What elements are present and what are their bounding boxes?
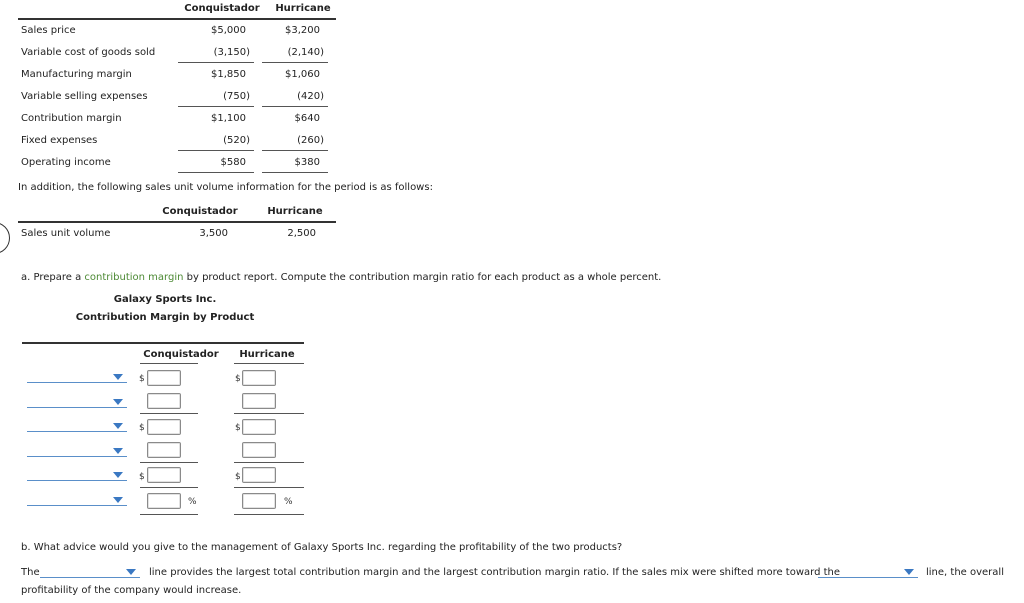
value-conquistador: (520) <box>223 135 250 146</box>
row-label-dropdown-4[interactable] <box>27 446 127 457</box>
value-conquistador: (750) <box>223 91 250 102</box>
bottom-rule <box>140 514 198 515</box>
subtotal-rule <box>234 413 304 414</box>
dollar-sign: $ <box>139 472 145 482</box>
value-conquistador: $580 <box>220 157 246 168</box>
chevron-down-icon <box>126 569 136 575</box>
chevron-down-icon <box>113 448 123 454</box>
dollar-sign: $ <box>235 374 241 384</box>
part-b-question: b. What advice would you give to the management of Galaxy Sports Inc. regarding the profitability of the two products? <box>21 542 623 553</box>
row-label: Sales unit volume <box>21 228 111 239</box>
value-conquistador: $1,100 <box>211 113 246 124</box>
value-conquistador: 3,500 <box>199 228 228 239</box>
row-label: Variable selling expenses <box>21 91 148 102</box>
subtotal-rule <box>262 106 328 107</box>
row-label: Operating income <box>21 157 111 168</box>
hurricane-input-3[interactable] <box>242 419 276 435</box>
hurricane-input-1[interactable] <box>242 370 276 386</box>
report-col-header-conquistador: Conquistador <box>143 349 219 360</box>
value-hurricane: $3,200 <box>285 25 320 36</box>
subtotal-rule <box>178 150 254 151</box>
conquistador-input-4[interactable] <box>147 442 181 458</box>
chevron-down-icon <box>113 497 123 503</box>
dollar-sign: $ <box>139 423 145 433</box>
subtotal-rule <box>140 413 198 414</box>
value-hurricane: $640 <box>294 113 320 124</box>
addition-text: In addition, the following sales unit volume information for the period is as follows: <box>18 182 433 193</box>
conquistador-input-1[interactable] <box>147 370 181 386</box>
product-line-dropdown-2[interactable] <box>818 567 918 578</box>
col-header-hurricane: Hurricane <box>275 3 331 14</box>
scroll-marker-circle <box>0 222 10 254</box>
row-label: Fixed expenses <box>21 135 98 146</box>
chevron-down-icon <box>904 569 914 575</box>
part-a-prefix: a. Prepare a <box>21 272 85 283</box>
total-rule <box>178 172 254 173</box>
row-label: Manufacturing margin <box>21 69 132 80</box>
row-label-dropdown-3[interactable] <box>27 421 127 432</box>
volume-header-rule <box>18 221 336 223</box>
part-a-suffix: by product report. Compute the contribution margin ratio for each product as a whole percent. <box>183 272 662 283</box>
product-line-dropdown-1[interactable] <box>40 567 140 578</box>
value-hurricane: (260) <box>297 135 324 146</box>
value-hurricane: $380 <box>294 157 320 168</box>
conquistador-input-3[interactable] <box>147 419 181 435</box>
hurricane-input-4[interactable] <box>242 442 276 458</box>
row-label-dropdown-6[interactable] <box>27 495 127 506</box>
value-conquistador: (3,150) <box>213 47 250 58</box>
row-label: Sales price <box>21 25 76 36</box>
part-b-the: The <box>21 567 40 578</box>
subtotal-rule <box>262 62 328 63</box>
contribution-margin-link[interactable]: contribution margin <box>84 272 184 283</box>
subtotal-rule <box>262 150 328 151</box>
part-b-line2: profitability of the company would increase. <box>21 585 242 596</box>
chevron-down-icon <box>113 472 123 478</box>
header-rule <box>18 18 336 20</box>
value-hurricane: (2,140) <box>287 47 324 58</box>
conquistador-input-5[interactable] <box>147 467 181 483</box>
row-label: Variable cost of goods sold <box>21 47 156 58</box>
value-hurricane: 2,500 <box>287 228 316 239</box>
row-label: Contribution margin <box>21 113 122 124</box>
total-rule <box>140 487 198 488</box>
total-rule <box>262 172 328 173</box>
row-label-dropdown-5[interactable] <box>27 470 127 481</box>
value-hurricane: (420) <box>297 91 324 102</box>
dollar-sign: $ <box>235 472 241 482</box>
conquistador-ratio-input[interactable] <box>147 493 181 509</box>
value-hurricane: $1,060 <box>285 69 320 80</box>
chevron-down-icon <box>113 399 123 405</box>
report-title: Contribution Margin by Product <box>75 312 255 323</box>
hurricane-input-5[interactable] <box>242 467 276 483</box>
volume-col-header-hurricane: Hurricane <box>267 206 323 217</box>
report-col-rule <box>234 363 304 364</box>
dollar-sign: $ <box>139 374 145 384</box>
percent-sign: % <box>188 497 197 507</box>
subtotal-rule <box>178 106 254 107</box>
report-top-rule <box>22 342 304 344</box>
subtotal-rule <box>140 462 198 463</box>
hurricane-ratio-input[interactable] <box>242 493 276 509</box>
value-conquistador: $1,850 <box>211 69 246 80</box>
part-b-end: line, the overall <box>926 567 1004 578</box>
bottom-rule <box>234 514 304 515</box>
part-b-mid: line provides the largest total contribution margin and the largest contribution margin ratio. If the sales mix were shifted more toward the <box>149 567 841 578</box>
subtotal-rule <box>178 62 254 63</box>
report-col-header-hurricane: Hurricane <box>239 349 295 360</box>
report-col-rule <box>140 363 198 364</box>
hurricane-input-2[interactable] <box>242 393 276 409</box>
percent-sign: % <box>284 497 293 507</box>
report-company: Galaxy Sports Inc. <box>113 294 217 305</box>
conquistador-input-2[interactable] <box>147 393 181 409</box>
subtotal-rule <box>234 462 304 463</box>
row-label-dropdown-1[interactable] <box>27 372 127 383</box>
volume-col-header-conquistador: Conquistador <box>162 206 238 217</box>
part-a-instructions <box>21 272 661 283</box>
total-rule <box>234 487 304 488</box>
value-conquistador: $5,000 <box>211 25 246 36</box>
chevron-down-icon <box>113 423 123 429</box>
row-label-dropdown-2[interactable] <box>27 397 127 408</box>
dollar-sign: $ <box>235 423 241 433</box>
col-header-conquistador: Conquistador <box>184 3 260 14</box>
chevron-down-icon <box>113 374 123 380</box>
